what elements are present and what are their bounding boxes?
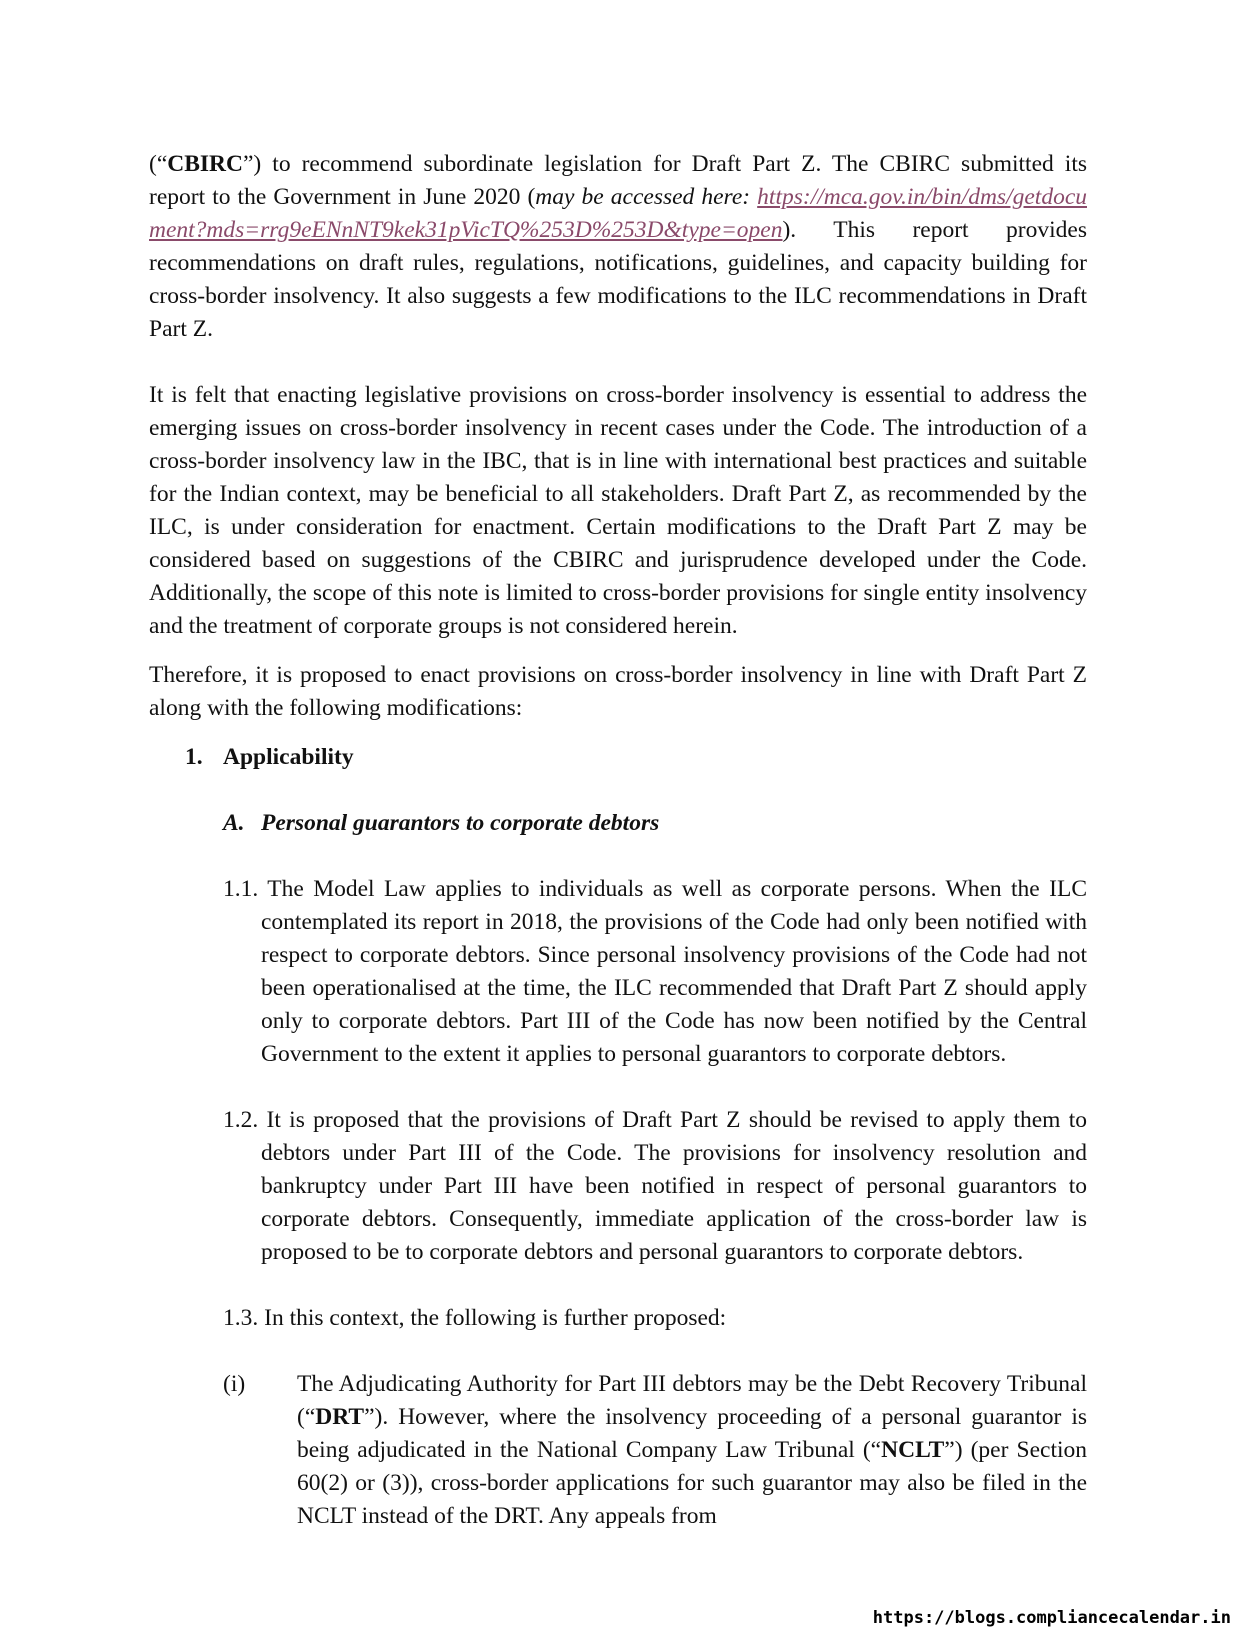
cbirc-abbreviation: CBIRC: [167, 151, 243, 177]
footer-watermark-url: https://blogs.compliancecalendar.in: [872, 1608, 1231, 1628]
drt-abbreviation: DRT: [315, 1404, 365, 1430]
subsection-heading-personal-guarantors: A. Personal guarantors to corporate debtors: [223, 810, 660, 836]
nclt-abbreviation: NCLT: [881, 1437, 945, 1463]
section-heading-applicability: 1. Applicability: [185, 744, 354, 770]
list-item-i: (i) The Adjudicating Authority for Part III debtors may be the Debt Recovery Tribunal (“DRT”). However, where the insolvency proceeding of a personal guarantor is being adjudicated in the National Company Law Tribunal (“NCLT”) (per Section 60(2) or (3)), cross-border applications for such guarantor may also be filed in the NCLT instead of the DRT. Any appeals from: [223, 1371, 1087, 1529]
document-body: [149, 148, 1087, 1533]
paragraph-cbirc-report: (“CBIRC”) to recommend subordinate legislation for Draft Part Z. The CBIRC submitted its report to the Government in June 2020 (may be accessed here: https://mca.gov.in/bin/dms/getdocument?mds=rrg9eENnNT9kek31pVicTQ%253D%253D&type=open). This report provides recommendations on draft rules, regulations, notifications, guidelines, and capacity building for cross-border insolvency. It also suggests a few modifications to the ILC recommendations in Draft Part Z.: [149, 151, 1087, 342]
cbirc-report-link[interactable]: https://mca.gov.in/bin/dms/getdocument?mds=rrg9eENnNT9kek31pVicTQ%253D%253D&type=open: [149, 184, 1087, 243]
paragraph-proposal: Therefore, it is proposed to enact provisions on cross-border insolvency in line with Draft Part Z along with the following modifications:: [149, 662, 1087, 721]
paragraph-1-1: 1.1. The Model Law applies to individuals as well as corporate persons. When the ILC contemplated its report in 2018, the provisions of the Code had only been notified with respect to corporate debtors. Since personal insolvency provisions of the Code had not been operationalised at the time, the ILC recommended that Draft Part Z should apply only to corporate debtors. Part III of the Code has now been notified by the Central Government to the extent it applies to personal guarantors to corporate debtors.: [223, 876, 1088, 1067]
paragraph-1-2: 1.2. It is proposed that the provisions of Draft Part Z should be revised to apply them to debtors under Part III of the Code. The provisions for insolvency resolution and bankruptcy under Part III have been notified in respect of personal guarantors to corporate debtors. Consequently, immediate application of the cross-border law is proposed to be to corporate debtors and personal guarantors to corporate debtors.: [223, 1107, 1087, 1265]
paragraph-legislative-need: It is felt that enacting legislative provisions on cross-border insolvency is essential to address the emerging issues on cross-border insolvency in recent cases under the Code. The introduction of a cross-border insolvency law in the IBC, that is in line with international best practices and suitable for the Indian context, may be beneficial to all stakeholders. Draft Part Z, as recommended by the ILC, is under consideration for enactment. Certain modifications to the Draft Part Z may be considered based on suggestions of the CBIRC and jurisprudence developed under the Code. Additionally, the scope of this note is limited to cross-border provisions for single entity insolvency and the treatment of corporate groups is not considered herein.: [149, 382, 1087, 639]
paragraph-1-3: 1.3. In this context, the following is further proposed:: [223, 1305, 727, 1331]
